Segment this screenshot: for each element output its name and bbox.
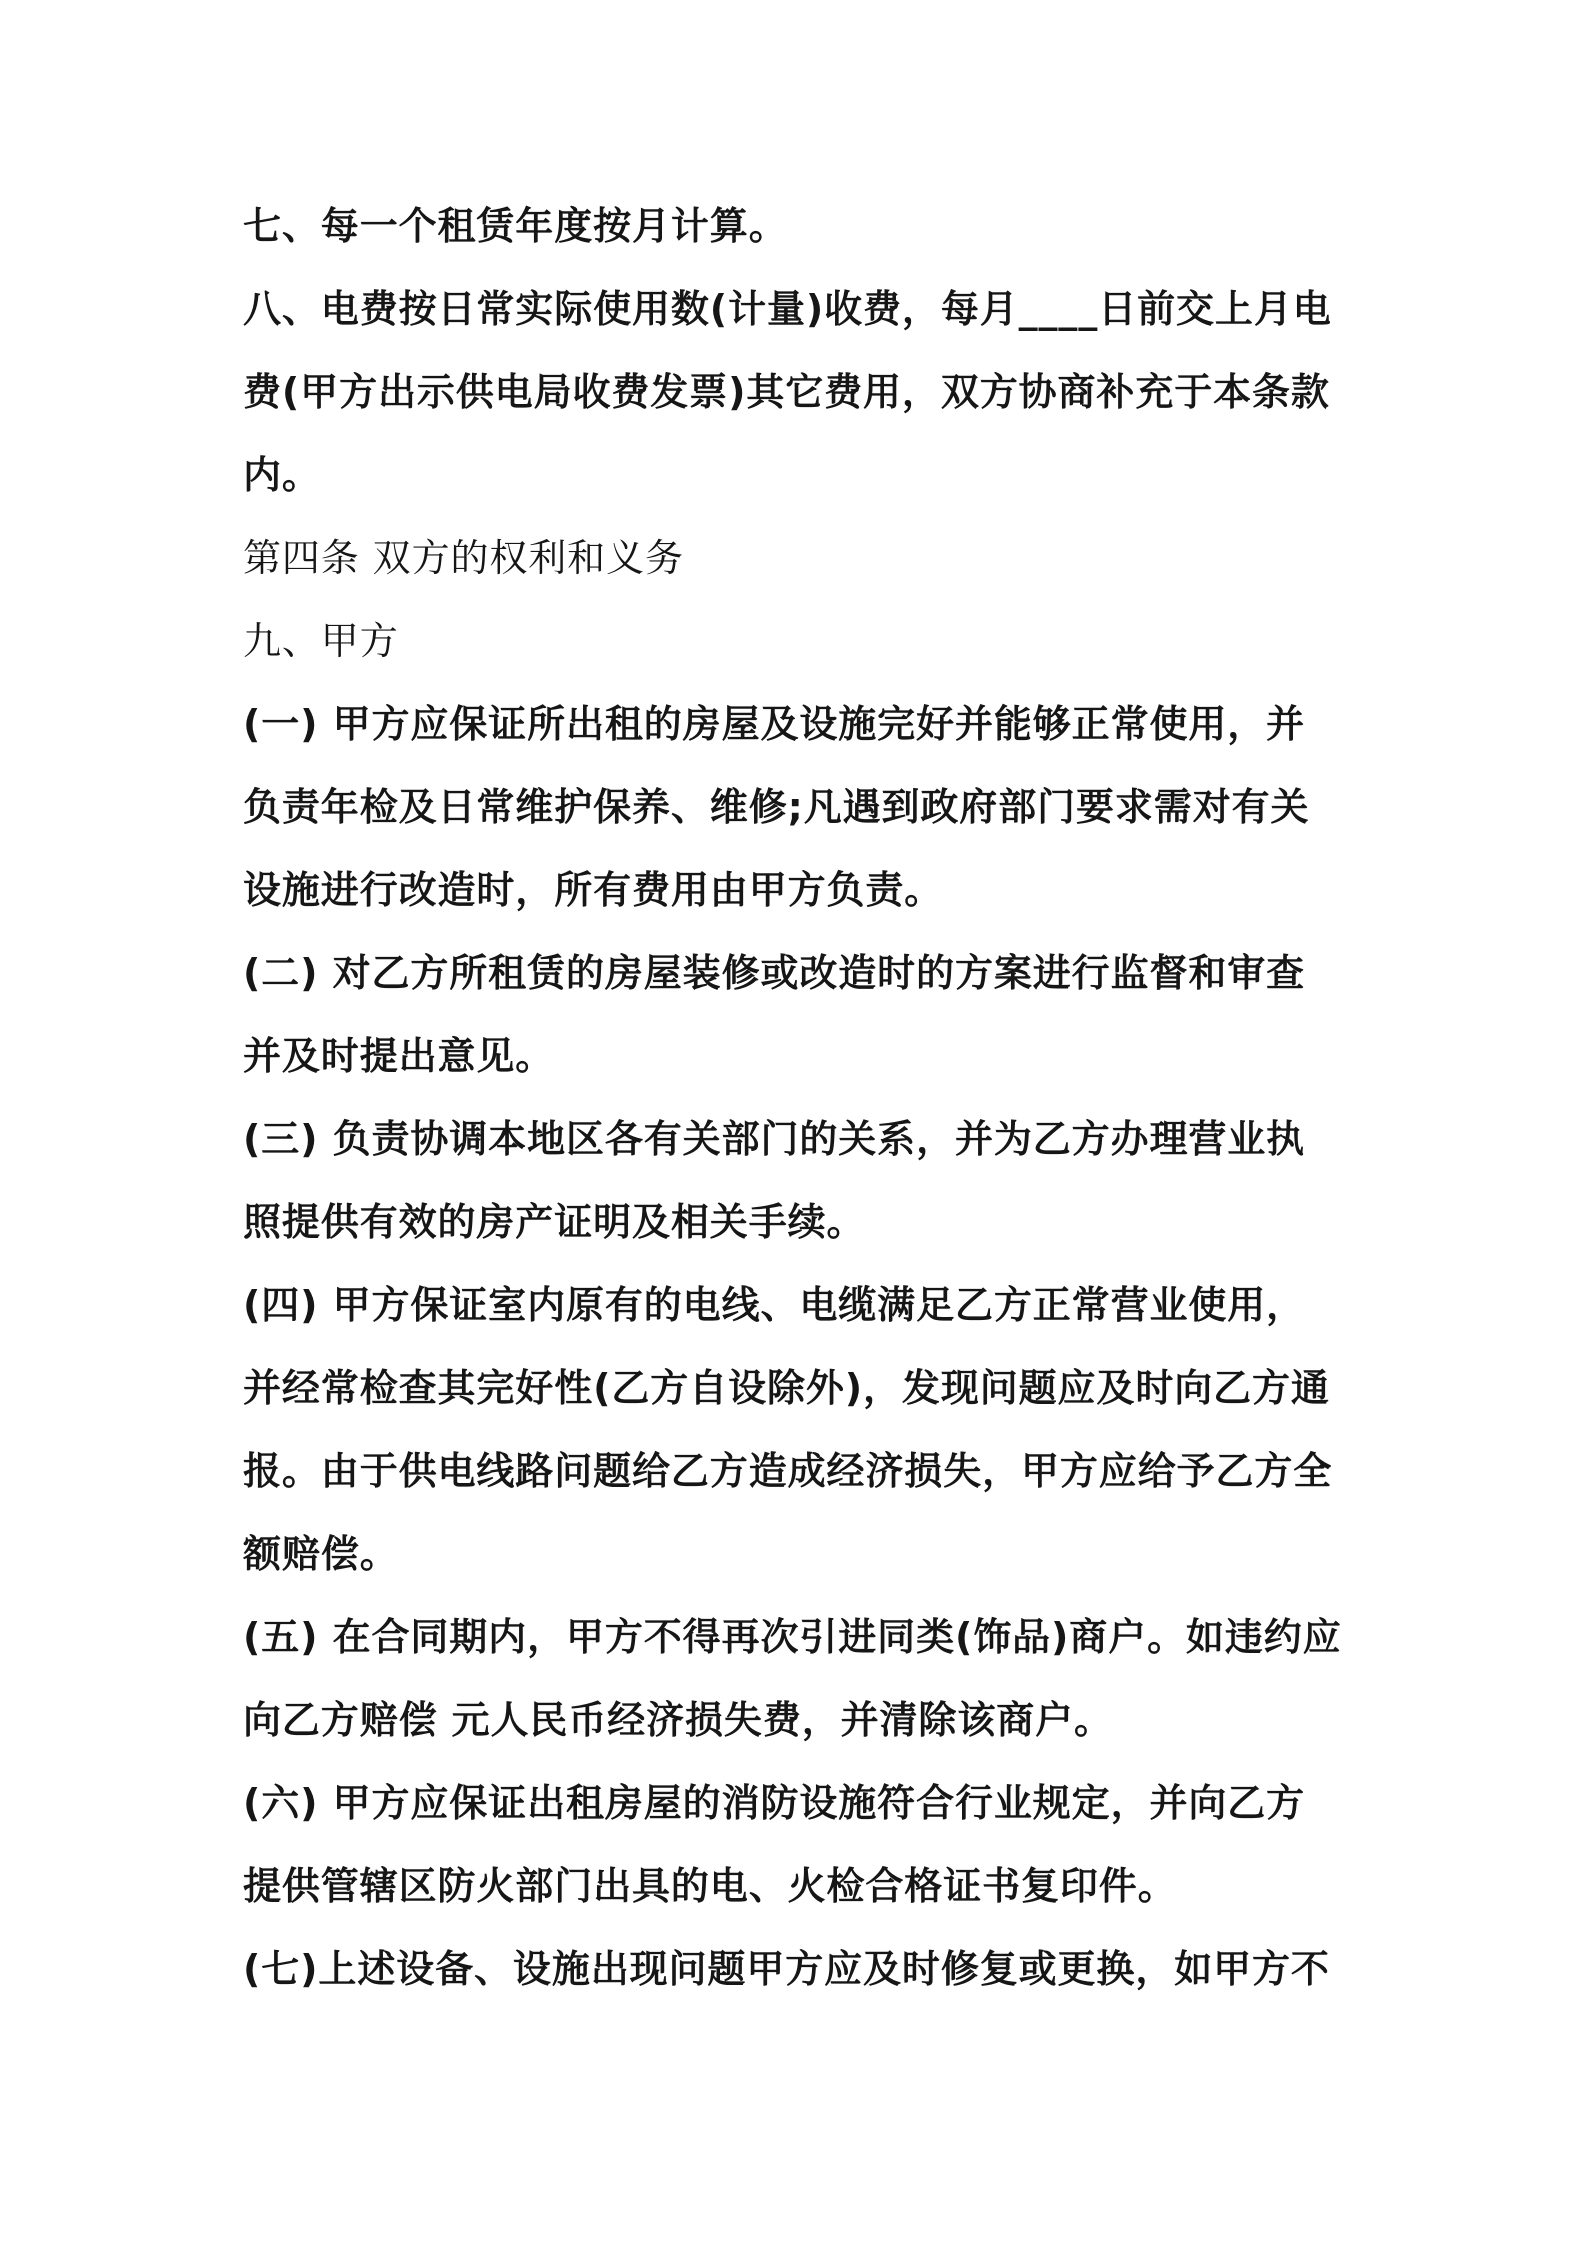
text-line-14: (四) 甲方保证室内原有的电线、电缆满足乙方正常营业使用， xyxy=(243,1283,1306,1327)
text-line-1: 七、每一个租赁年度按月计算。 xyxy=(243,204,788,248)
text-line-20: (六) 甲方应保证出租房屋的消防设施符合行业规定，并向乙方 xyxy=(243,1781,1306,1825)
text-line-7: (一) 甲方应保证所出租的房屋及设施完好并能够正常使用，并 xyxy=(243,702,1306,746)
text-line-9: 设施进行改造时，所有费用由甲方负责。 xyxy=(243,868,944,912)
text-line-8: 负责年检及日常维护保养、维修;凡遇到政府部门要求需对有关 xyxy=(243,785,1310,829)
section-heading-article-4: 第四条 双方的权利和义务 xyxy=(243,536,684,580)
text-line-18: (五) 在合同期内，甲方不得再次引进同类(饰品)商户。如违约应 xyxy=(243,1615,1342,1659)
text-line-3: 费(甲方出示供电局收费发票)其它费用，双方协商补充于本条款 xyxy=(243,370,1330,414)
text-line-15: 并经常检查其完好性(乙方自设除外)，发现问题应及时向乙方通 xyxy=(243,1366,1330,1410)
text-line-11: 并及时提出意见。 xyxy=(243,1034,555,1078)
text-line-10: (二) 对乙方所租赁的房屋装修或改造时的方案进行监督和审查 xyxy=(243,951,1306,995)
subsection-heading-party-a: 九、甲方 xyxy=(243,619,399,663)
text-line-21: 提供管辖区防火部门出具的电、火检合格证书复印件。 xyxy=(243,1864,1177,1908)
text-line-4: 内。 xyxy=(243,453,321,497)
text-line-19: 向乙方赔偿 元人民币经济损失费，并清除该商户。 xyxy=(243,1698,1113,1742)
text-line-12: (三) 负责协调本地区各有关部门的关系，并为乙方办理营业执 xyxy=(243,1117,1306,1161)
text-line-22: (七)上述设备、设施出现问题甲方应及时修复或更换，如甲方不 xyxy=(243,1947,1330,1991)
text-line-2: 八、电费按日常实际使用数(计量)收费，每月____日前交上月电 xyxy=(243,287,1332,331)
text-line-13: 照提供有效的房产证明及相关手续。 xyxy=(243,1200,866,1244)
text-line-17: 额赔偿。 xyxy=(243,1532,399,1576)
text-line-16: 报。由于供电线路问题给乙方造成经济损失，甲方应给予乙方全 xyxy=(243,1449,1333,1493)
